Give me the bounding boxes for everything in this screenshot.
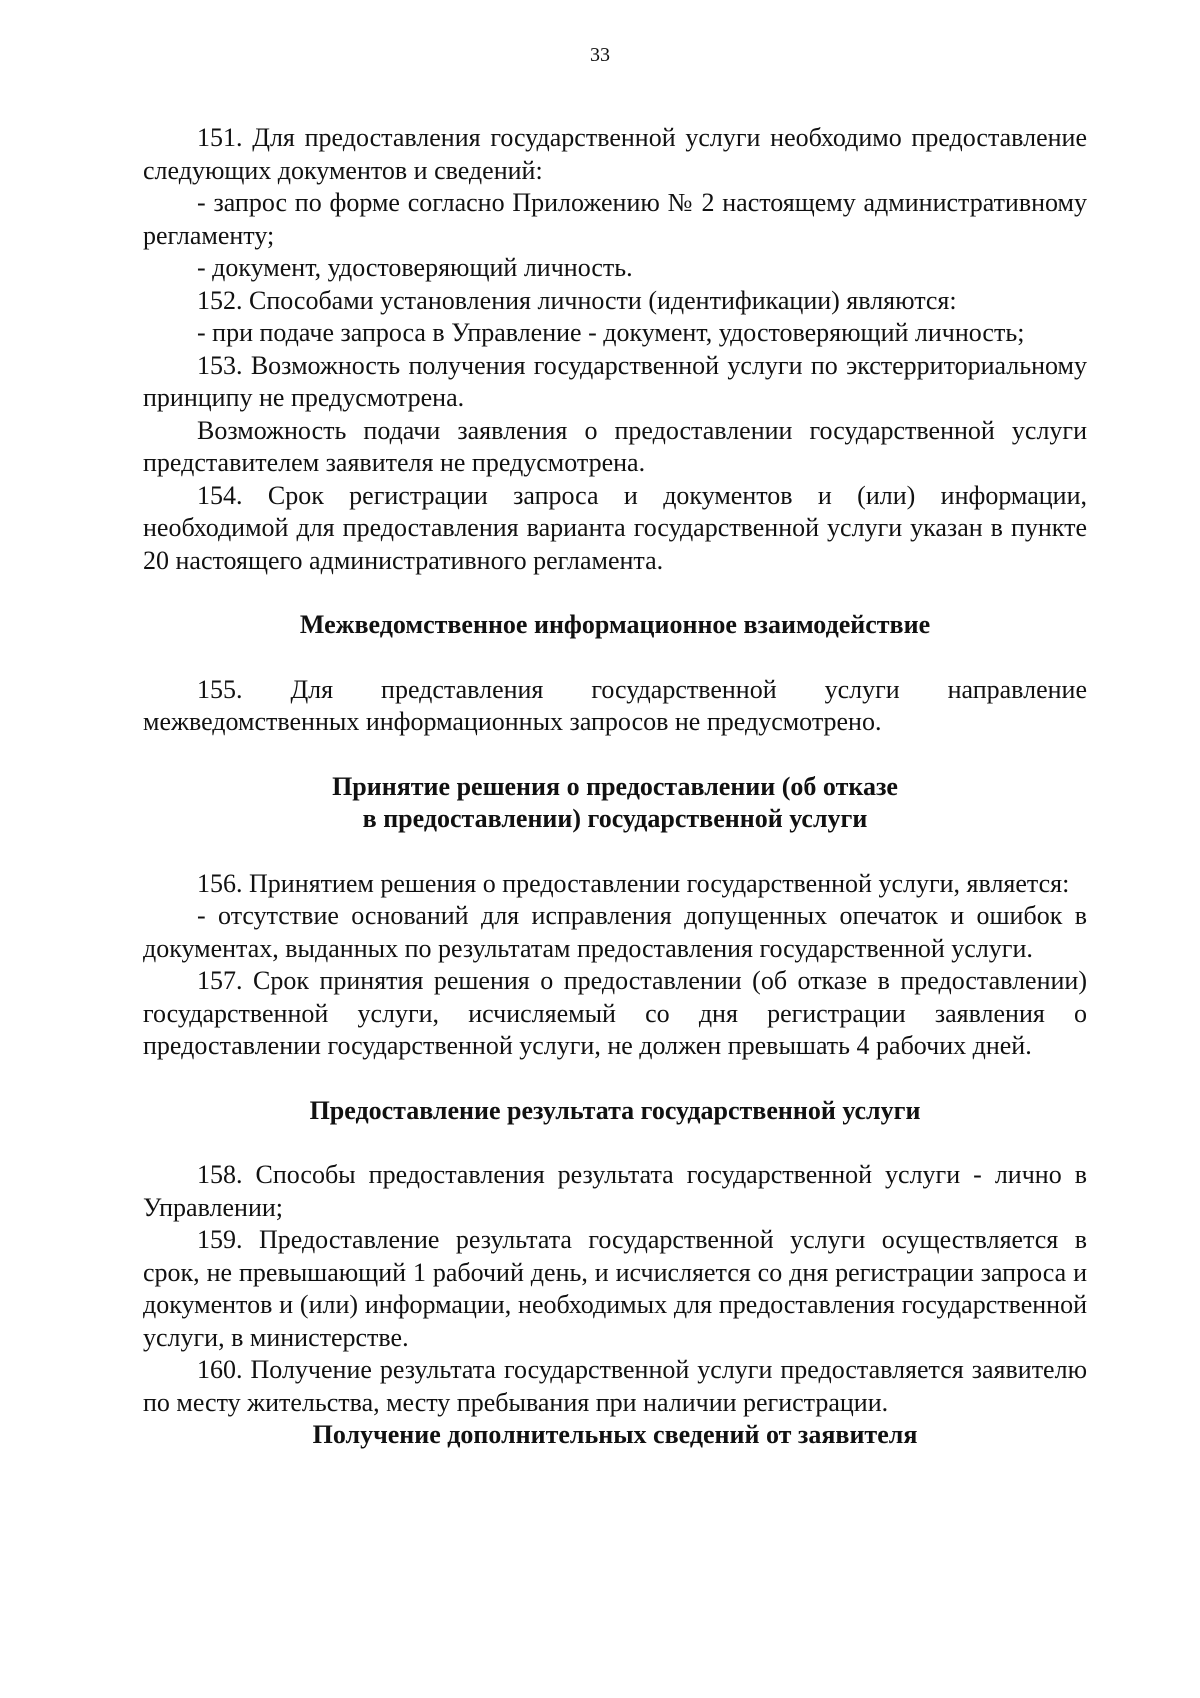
document-body — [143, 122, 1087, 1452]
heading-decision-line-1: Принятие решения о предоставлении (об отказе — [332, 771, 898, 801]
paragraph-160: 160. Получение результата государственной услуги предоставляется заявителю по месту жительства, месту пребывания при наличии регистрации. — [143, 1355, 1087, 1417]
paragraph-151: 151. Для предоставления государственной услуги необходимо предоставление следующих документов и сведений: — [143, 123, 1087, 185]
paragraph-152: 152. Способами установления личности (идентификации) являются: — [197, 285, 957, 315]
paragraph-153: 153. Возможность получения государственной услуги по экстерриториальному принципу не предусмотрена. — [143, 350, 1087, 412]
heading-interagency: Межведомственное информационное взаимодействие — [299, 610, 931, 639]
heading-result: Предоставление результата государственной услуги — [309, 1095, 921, 1125]
paragraph-155: 155. Для представления государственной услуги направление межведомственных информационных запросов не предусмотрено. — [143, 674, 1087, 736]
paragraph-154: 154. Срок регистрации запроса и документов и (или) информации, необходимой для предоставления варианта государственной услуги указан в пункте 20 настоящего административного регламента. — [143, 480, 1087, 575]
heading-decision-line-2: в предоставлении) государственной услуги — [362, 804, 868, 833]
paragraph-151-item-1: - запрос по форме согласно Приложению № 2 настоящему административному регламенту; — [143, 188, 1087, 250]
paragraph-151-item-2: - документ, удостоверяющий личность. — [197, 253, 633, 282]
paragraph-158: 158. Способы предоставления результата государственной услуги - лично в Управлении; — [143, 1160, 1087, 1222]
paragraph-153-extra: Возможность подачи заявления о предоставлении государственной услуги представителем заявителя не предусмотрена. — [143, 415, 1087, 477]
paragraph-157: 157. Срок принятия решения о предоставлении (об отказе в предоставлении) государственной услуги, исчисляемый со дня регистрации заявления о предоставлении государственной услуги, не должен превышать 4 рабочих дней. — [143, 966, 1087, 1060]
heading-additional: Получение дополнительных сведений от заявителя — [312, 1420, 918, 1449]
paragraph-159: 159. Предоставление результата государственной услуги осуществляется в срок, не превышающий 1 рабочий день, и исчисляется со дня регистрации запроса и документов и (или) информации, необходимых для предоставления государственной услуги, в министерстве. — [143, 1225, 1087, 1352]
paragraph-156: 156. Принятием решения о предоставлении государственной услуги, является: — [197, 868, 1070, 898]
paragraph-156-item-1: - отсутствие оснований для исправления допущенных опечаток и ошибок в документах, выданных по результатам предоставления государственной услуги. — [143, 901, 1087, 963]
page-number: 33 — [590, 44, 610, 66]
paragraph-152-item-1: - при подаче запроса в Управление - документ, удостоверяющий личность; — [197, 318, 1025, 347]
